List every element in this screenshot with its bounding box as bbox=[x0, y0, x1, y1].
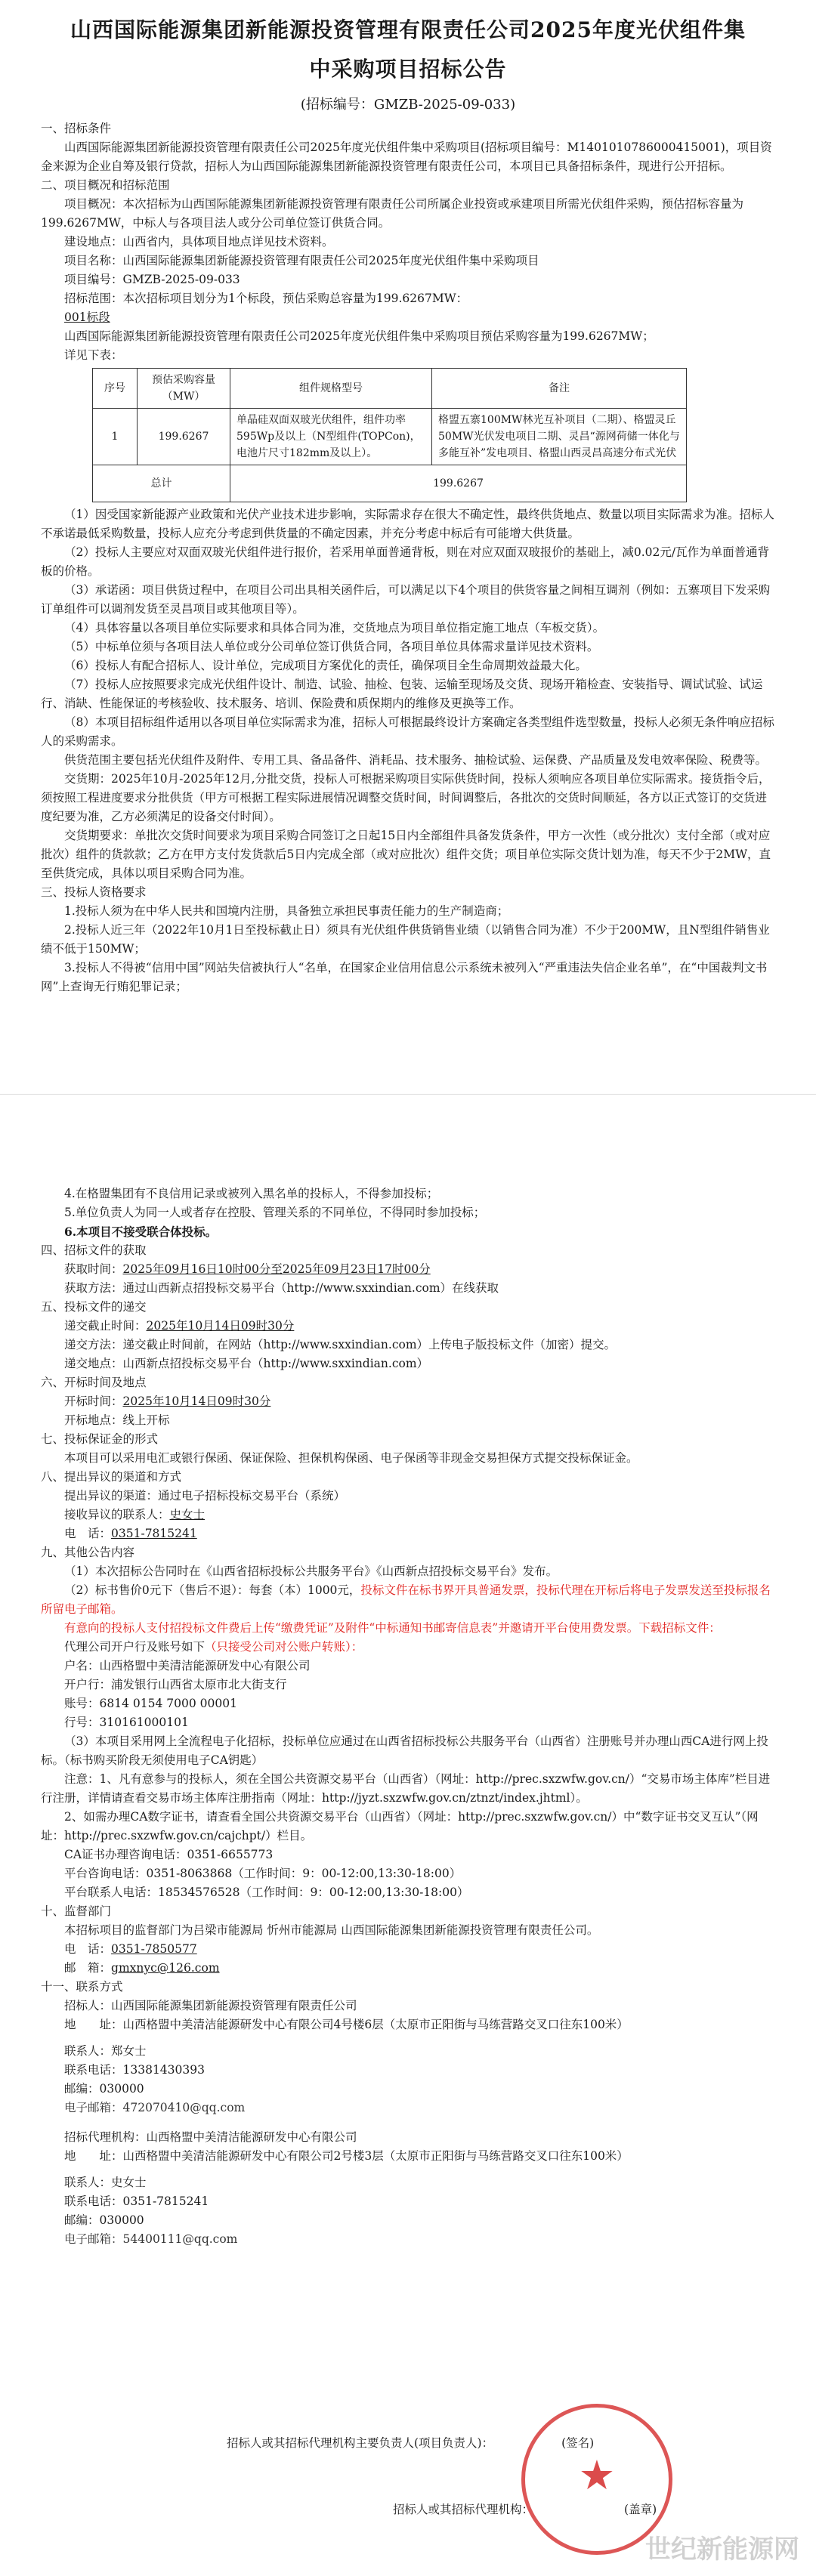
paragraph: 项目概况：本次招标为山西国际能源集团新能源投资管理有限责任公司所属企业投资或承建项目所需光伏组件采购，预估招标容量为199.6267MW，中标人与各项目法人或分公司单位签订供货合同。 bbox=[41, 197, 744, 230]
contact-line: 邮编：030000 bbox=[64, 2213, 144, 2227]
section-heading: 六、开标时间及地点 bbox=[41, 1376, 147, 1389]
paragraph: 行号：310161000101 bbox=[64, 1716, 189, 1729]
contact-line: 招标代理机构：山西格盟中美清洁能源研发中心有限公司 bbox=[64, 2130, 357, 2144]
bid-code: (招标编号：GMZB-2025-09-033) bbox=[300, 97, 516, 113]
note-item: （3）承诺函：项目供货过程中，在项目公司出具相关函件后，可以满足以下4个项目的供货容量之间相互调剂（例如：五寨项目下发采购订单组件可以调剂发货至灵昌项目或其他项目等）。 bbox=[41, 583, 771, 616]
document-page-1 bbox=[0, 0, 816, 1094]
section-heading: 五、投标文件的递交 bbox=[41, 1300, 147, 1314]
contact-line: 电子邮箱：472070410@qq.com bbox=[64, 2101, 246, 2114]
contact-line: 邮编：030000 bbox=[64, 2082, 144, 2096]
table-cell: 格盟五寨100MW林光互补项目（二期）、格盟灵丘50MW光伏发电项目二期、灵昌“源网荷储一体化与多能互补”发电项目、格盟山西灵昌高速分布式光伏 bbox=[432, 409, 687, 465]
paragraph: 代理公司开户行及账号如下（只接受公司对公账户转账）： bbox=[64, 1640, 363, 1654]
section-heading: 十、监督部门 bbox=[41, 1904, 112, 1918]
paragraph: 递交截止时间：2025年10月14日09时30分 bbox=[64, 1319, 295, 1333]
section-heading: 二、项目概况和招标范围 bbox=[41, 178, 170, 192]
table-cell: 单晶硅双面双玻光伏组件，组件功率595Wp及以上（N型组件(TOPCon)，电池片尺寸182mm及以上）。 bbox=[230, 409, 432, 465]
paragraph: CA证书办理咨询电话：0351-6655773 bbox=[64, 1848, 274, 1861]
paragraph: 开标时间：2025年10月14日09时30分 bbox=[64, 1395, 271, 1408]
paragraph: （2）标书售价0元下（售后不退）：每套（本）1000元，投标文件在标书界开具普通发票，投标代理在开标后将电子发票发送至投标报名所留电子邮箱。 bbox=[41, 1583, 771, 1616]
paragraph: 平台联系人电话：18534576528（工作时间：9：00-12:00,13:30-18:00） bbox=[64, 1886, 469, 1899]
red-notice: 有意向的投标人支付招投标文件费后上传“缴费凭证”及附件“中标通知书邮寄信息表”并邀请开平台使用费发票。下载招标文件： bbox=[64, 1621, 721, 1635]
paragraph: 递交地点：山西新点招投标交易平台（http://www.sxxindian.com） bbox=[64, 1357, 429, 1370]
paragraph: 本招标项目的监督部门为吕梁市能源局 忻州市能源局 山西国际能源集团新能源投资管理有限责任公司。 bbox=[64, 1923, 599, 1937]
section-heading: 四、招标文件的获取 bbox=[41, 1243, 147, 1257]
paragraph: 开标地点：线上开标 bbox=[64, 1413, 170, 1427]
note-item: 交货期要求：单批次交货时间要求为项目采购合同签订之日起15日内全部组件具备发货条件，甲方一次性（或分批次）支付全部（或对应批次）组件的货款款；乙方在甲方支付发货款后5日内完成全部（或对应批次）组件交货；项目单位实际交货计划为准，每天不少于2MW，直至供货完成，具体以项目采购合同为准。 bbox=[41, 829, 771, 880]
paragraph: 本项目可以采用电汇或银行保函、保证保险、担保机构保函、电子保函等非现金交易担保方式提交投标保证金。 bbox=[64, 1451, 638, 1465]
paragraph: 获取时间：2025年09月16日10时00分至2025年09月23日17时00分 bbox=[64, 1262, 431, 1276]
table-row bbox=[93, 409, 687, 465]
paragraph: 账号：6814 0154 7000 00001 bbox=[64, 1697, 237, 1710]
paragraph: 平台咨询电话：0351-8063868（工作时间：9：00-12:00,13:30-18:00） bbox=[64, 1867, 462, 1880]
paragraph: 获取方法：通过山西新点招投标交易平台（http://www.sxxindian.com）在线获取 bbox=[64, 1281, 499, 1295]
section-heading: 三、投标人资格要求 bbox=[41, 885, 147, 899]
qualification-item: 3.投标人不得被“信用中国”网站失信被执行人“名单，在国家企业信用信息公示系统未被列入“严重违法失信企业名单”，在“中国裁判文书网”上查询无行贿犯罪记录； bbox=[41, 961, 768, 993]
lot-label: 001标段 bbox=[64, 310, 110, 324]
paragraph: 邮 箱：gmxnyc@126.com bbox=[64, 1961, 220, 1975]
paragraph: 递交方法：递交截止时间前，在网站（http://www.sxxindian.com）上传电子版投标文件（加密）提交。 bbox=[64, 1338, 617, 1351]
note-item: 供货范围主要包括光伏组件及附件、专用工具、备品备件、消耗品、技术服务、抽检试验、运保费、产品质量及发电效率保险、税费等。 bbox=[64, 753, 768, 767]
section-heading: 八、提出异议的渠道和方式 bbox=[41, 1470, 182, 1484]
document-title: 山西国际能源集团新能源投资管理有限责任公司2025年度光伏组件集 中采购项目招标公告 bbox=[70, 17, 746, 82]
section-heading: 九、其他公告内容 bbox=[41, 1546, 135, 1559]
seal-star-icon: ★ bbox=[578, 2451, 616, 2499]
paragraph: 详见下表： bbox=[64, 348, 123, 362]
note-item: （7）投标人应按照要求完成光伏组件设计、制造、试验、抽检、包装、运输至现场及交货、现场开箱检查、安装指导、调试试验、试运行、消缺、性能保证的考核验收、技术服务、培训、保险费和质保期内的维修及更换等工作。 bbox=[41, 678, 763, 710]
section-heading: 一、招标条件 bbox=[41, 122, 112, 135]
contact-line: 地 址：山西格盟中美清洁能源研发中心有限公司2号楼3层（太原市正阳街与马练营路交叉口往东100米） bbox=[64, 2149, 629, 2163]
contact-line: 联系电话：0351-7815241 bbox=[64, 2195, 209, 2208]
red-notice: 投标文件在标书界开具普通发票，投标代理在开标后将电子发票发送至投标报名所留电子邮箱。 bbox=[41, 1583, 771, 1616]
note-item: （2）投标人主要应对双面双玻光伏组件进行报价，若采用单面普通背板，则在对应双面双玻报价的基础上，减0.02元/瓦作为单面普通背板的价格。 bbox=[41, 545, 770, 578]
table-header-cell: 组件规格型号 bbox=[230, 369, 432, 409]
paragraph: 注意：1、凡有意参与的投标人，须在全国公共资源交易平台（山西省）（网址：http://prec.sxzwfw.gov.cn/）“交易市场主体库”栏目进行注册，详情请查看交易市场主体库注册指南（网址：http://jyzt.sxzwfw.gov.cn/ztnzt/index.jhtml）。 bbox=[41, 1772, 771, 1805]
contact-line: 地 址：山西格盟中美清洁能源研发中心有限公司4号楼6层（太原市正阳街与马练营路交叉口往东100米） bbox=[64, 2018, 629, 2031]
paragraph: 招标范围：本次招标项目划分为1个标段，预估采购总容量为199.6267MW： bbox=[64, 292, 468, 305]
contact-line: 电子邮箱：54400111@qq.com bbox=[64, 2232, 238, 2246]
paragraph: 电 话：0351-7850577 bbox=[64, 1942, 197, 1956]
document-page-2 bbox=[0, 1157, 816, 2576]
paragraph: 2、如需办理CA数字证书，请查看全国公共资源交易平台（山西省）（网址：http://prec.sxzwfw.gov.cn/）中“数字证书交叉互认”（网址：http://prec.sxzwfw.gov.cn/cajchpt/）栏目。 bbox=[41, 1810, 759, 1842]
contact-line: 招标人：山西国际能源集团新能源投资管理有限责任公司 bbox=[64, 1999, 357, 2012]
table-cell: 199.6267 bbox=[138, 409, 230, 465]
note-item: （4）具体容量以各项目单位实际要求和具体合同为准，交货地点为项目单位指定施工地点（车板交货）。 bbox=[64, 621, 605, 635]
notes-list bbox=[0, 505, 816, 883]
note-item: （8）本项目招标组件适用以各项目单位实际需求为准，招标人可根据最终设计方案确定各类型组件选型数量，投标人必须无条件响应招标人的采购需求。 bbox=[41, 715, 774, 748]
contact-line: 联系人：史女士 bbox=[64, 2176, 147, 2189]
qualification-item: 2.投标人近三年（2022年10月1日至投标截止日）须具有光伏组件供货销售业绩（以销售合同为准）不少于200MW，且N型组件销售业绩不低于150MW； bbox=[41, 923, 770, 956]
paragraph: （1）本次招标公告同时在《山西省招标投标公共服务平台》《山西新点招投标交易平台》发布。 bbox=[64, 1564, 558, 1578]
deadline-time: 2025年10月14日09时30分 bbox=[146, 1319, 295, 1333]
watermark: 世纪新能源网 bbox=[645, 2534, 799, 2565]
table-header-cell: 备注 bbox=[432, 369, 687, 409]
note-item: （6）投标人有配合招标人、设计单位，完成项目方案优化的责任，确保项目全生命周期效益最大化。 bbox=[64, 659, 587, 672]
paragraph: 山西国际能源集团新能源投资管理有限责任公司2025年度光伏组件集中采购项目预估采购容量为199.6267MW； bbox=[64, 329, 654, 343]
paragraph: 提出异议的渠道：通过电子招标投标交易平台（系统） bbox=[64, 1489, 346, 1503]
opening-time: 2025年10月14日09时30分 bbox=[122, 1395, 271, 1408]
table-total-row bbox=[93, 465, 687, 502]
paragraph: 户名：山西格盟中美清洁能源研发中心有限公司 bbox=[64, 1659, 311, 1673]
table-header-cell: 预估采购容量（MW） bbox=[138, 369, 230, 409]
paragraph: （3）本项目采用网上全流程电子化招标，投标单位应通过在山西省招标投标公共服务平台（山西省）注册账号并办理山西CA进行网上投标。（标书购买阶段无须使用电子CA钥匙） bbox=[41, 1734, 768, 1767]
note-item: 交货期：2025年10月-2025年12月,分批交货，投标人可根据采购项目实际供货时间，投标人须响应各项目单位实际需求。接货指令后，须按照工程进度要求分批供货（甲方可根据工程实际进展情况调整交货时间，时间调整后，各批次的交货时间顺延，各方以正式签订的交货进度纪要为准，乙方必须满足的设备交付时间）。 bbox=[41, 772, 771, 823]
paragraph: 项目编号：GMZB-2025-09-033 bbox=[64, 273, 240, 286]
paragraph: 电 话：0351-7815241 bbox=[64, 1527, 197, 1540]
paragraph: 接收异议的联系人：史女士 bbox=[64, 1508, 206, 1521]
paragraph: 项目名称：山西国际能源集团新能源投资管理有限责任公司2025年度光伏组件集中采购项目 bbox=[64, 254, 539, 267]
signature-line: 招标人或其招标代理机构主要负责人(项目负责人)： (签名) bbox=[227, 2436, 595, 2450]
table-header-cell: 序号 bbox=[93, 369, 138, 409]
contact-line: 联系人：郑女士 bbox=[64, 2044, 147, 2058]
paragraph: 开户行：浦发银行山西省太原市北大街支行 bbox=[64, 1678, 287, 1691]
stamp-line: 招标人或其招标代理机构： (盖章) bbox=[393, 2503, 657, 2516]
table-cell: 总计 bbox=[93, 465, 230, 502]
table-cell: 1 bbox=[93, 409, 138, 465]
note-item: （1）因受国家新能源产业政策和光伏产业技术进步影响，实际需求存在很大不确定性，最终供货地点、数量以项目实际需求为准。招标人不承诺最低采购数量，投标人应充分考虑到供货量的不确定因素，并充分考虑中标后有可能增大供货量。 bbox=[41, 508, 774, 540]
contact-line: 联系电话：13381430393 bbox=[64, 2063, 205, 2077]
section-heading: 七、投标保证金的形式 bbox=[41, 1432, 159, 1446]
table-header-row bbox=[93, 369, 687, 409]
qualification-item: 6.本项目不接受联合体投标。 bbox=[64, 1225, 218, 1239]
section-heading: 十一、联系方式 bbox=[41, 1980, 123, 1994]
page-break bbox=[0, 1094, 816, 1159]
procurement-table bbox=[92, 368, 687, 502]
paragraph: 建设地点：山西省内，具体项目地点详见技术资料。 bbox=[64, 235, 334, 249]
table-cell: 199.6267 bbox=[230, 465, 687, 502]
supervisor-email: gmxnyc@126.com bbox=[111, 1961, 220, 1975]
qualification-item: 5.单位负责人为同一人或者存在控股、管理关系的不同单位，不得同时参加投标； bbox=[64, 1206, 486, 1219]
qualification-item: 4.在格盟集团有不良信用记录或被列入黑名单的投标人，不得参加投标； bbox=[64, 1187, 439, 1200]
acquire-time: 2025年09月16日10时00分至2025年09月23日17时00分 bbox=[122, 1262, 431, 1276]
note-item: （5）中标单位须与各项目法人单位或分公司单位签订供货合同，各项目单位具体需求量详见技术资料。 bbox=[64, 640, 599, 653]
qualification-item: 1.投标人须为在中华人民共和国境内注册，具备独立承担民事责任能力的生产制造商； bbox=[64, 904, 509, 918]
paragraph: 山西国际能源集团新能源投资管理有限责任公司2025年度光伏组件集中采购项目(招标项目编号：M1401010786000415001)，项目资金来源为企业自筹及银行贷款，招标人为山西国际能源集团新能源投资管理有限责任公司，本项目已具备招标条件，现进行公开招标。 bbox=[41, 141, 772, 173]
